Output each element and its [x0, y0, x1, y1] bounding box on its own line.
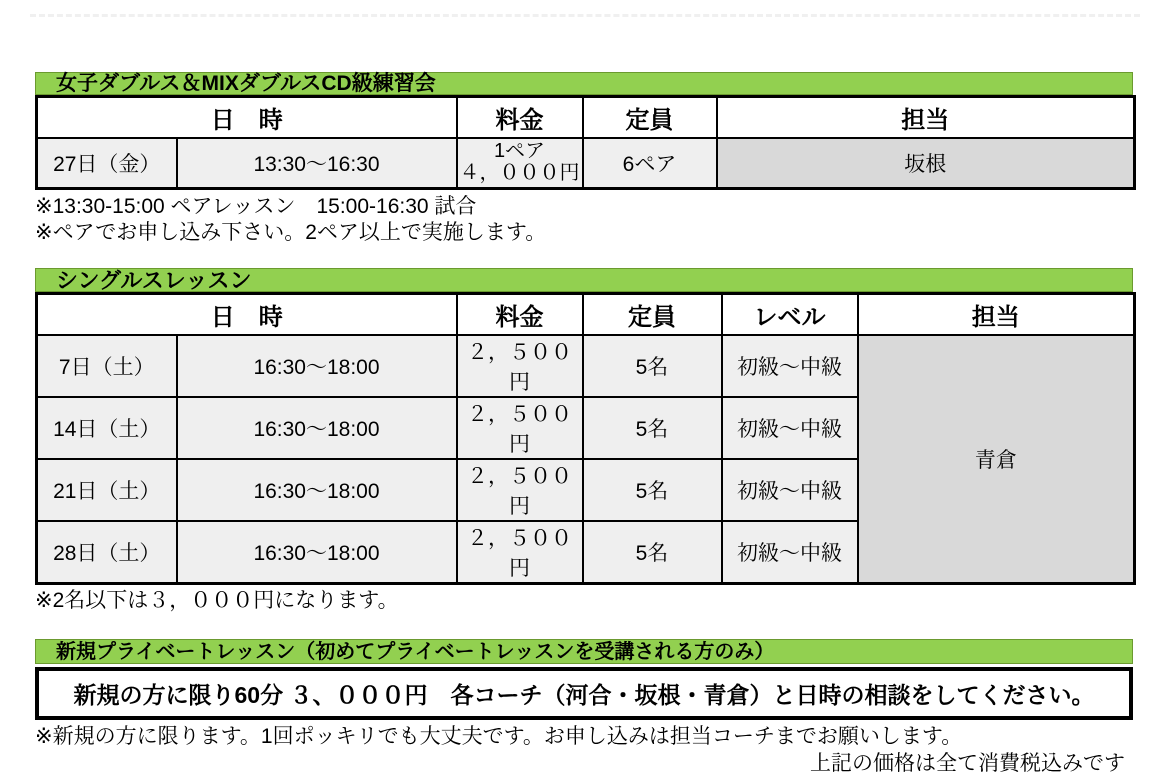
table-header-row — [37, 294, 1135, 336]
note-line: ※新規の方に限ります。1回ポッキリでも大丈夫です。お申し込みは担当コーチまでお願いします。 — [35, 725, 963, 748]
table-row — [37, 335, 1135, 397]
fee-line-1: 1ペア — [493, 140, 546, 163]
private-lesson-notes — [35, 724, 1133, 777]
level-cell: 初級～中級 — [722, 397, 858, 459]
date-cell: 27日（金） — [37, 138, 177, 189]
column-header-datetime: 日 時 — [37, 97, 457, 139]
date-cell: 28日（土） — [37, 521, 177, 584]
capacity-cell: 5名 — [583, 397, 722, 459]
date-cell: 21日（土） — [37, 459, 177, 521]
date-cell: 14日（土） — [37, 397, 177, 459]
capacity-cell: 6ペア — [583, 138, 717, 189]
private-lesson-offer-box: 新規の方に限り60分 ３、０００円 各コーチ（河合・坂根・青倉）と日時の相談をしてください。 — [35, 667, 1133, 720]
column-header-capacity: 定員 — [583, 97, 717, 139]
date-cell: 7日（土） — [37, 335, 177, 397]
column-header-level: レベル — [722, 294, 858, 336]
section-header-doubles-practice: 女子ダブルス＆MIXダブルスCD級練習会 — [35, 72, 1133, 95]
table-header-row — [37, 97, 1135, 139]
tax-included-note: 上記の価格は全て消費税込みです — [810, 752, 1125, 775]
column-header-staff: 担当 — [858, 294, 1135, 336]
fee-line-2: ４，０００円 — [459, 162, 580, 184]
section-header-private-lesson: 新規プライベートレッスン（初めてプライベートレッスンを受講される方のみ） — [35, 639, 1133, 664]
column-header-staff: 担当 — [717, 97, 1135, 139]
fee-cell: ２，５００円 — [457, 335, 583, 397]
level-cell: 初級～中級 — [722, 459, 858, 521]
doubles-practice-table — [35, 95, 1136, 190]
capacity-cell: 5名 — [583, 335, 722, 397]
capacity-cell: 5名 — [583, 521, 722, 584]
singles-lesson-table — [35, 292, 1136, 585]
column-header-capacity: 定員 — [583, 294, 722, 336]
fee-cell — [457, 138, 583, 189]
capacity-cell: 5名 — [583, 459, 722, 521]
fee-cell: ２，５００円 — [457, 459, 583, 521]
column-header-datetime: 日 時 — [37, 294, 457, 336]
time-cell: 16:30～18:00 — [177, 521, 457, 584]
table-row — [37, 138, 1135, 189]
column-header-fee: 料金 — [457, 97, 583, 139]
level-cell: 初級～中級 — [722, 521, 858, 584]
level-cell: 初級～中級 — [722, 335, 858, 397]
time-cell: 16:30～18:00 — [177, 335, 457, 397]
time-cell: 16:30～18:00 — [177, 459, 457, 521]
section-header-singles-lesson: シングルスレッスン — [35, 268, 1133, 292]
flyer-content — [35, 72, 1133, 777]
time-cell: 16:30～18:00 — [177, 397, 457, 459]
staff-cell: 坂根 — [717, 138, 1135, 189]
column-header-fee: 料金 — [457, 294, 583, 336]
time-cell: 13:30～16:30 — [177, 138, 457, 189]
note-line: ※13:30-15:00 ペアレッスン 15:00-16:30 試合 — [35, 195, 477, 218]
fee-cell: ２，５００円 — [457, 397, 583, 459]
note-line: ※ペアでお申し込み下さい。2ペア以上で実施します。 — [35, 221, 547, 244]
fee-cell: ２，５００円 — [457, 521, 583, 584]
staff-cell-merged: 青倉 — [858, 335, 1135, 584]
page-top-fold-line — [30, 14, 1140, 17]
doubles-practice-notes — [35, 194, 1133, 246]
singles-lesson-note: ※2名以下は３，０００円になります。 — [35, 589, 399, 612]
